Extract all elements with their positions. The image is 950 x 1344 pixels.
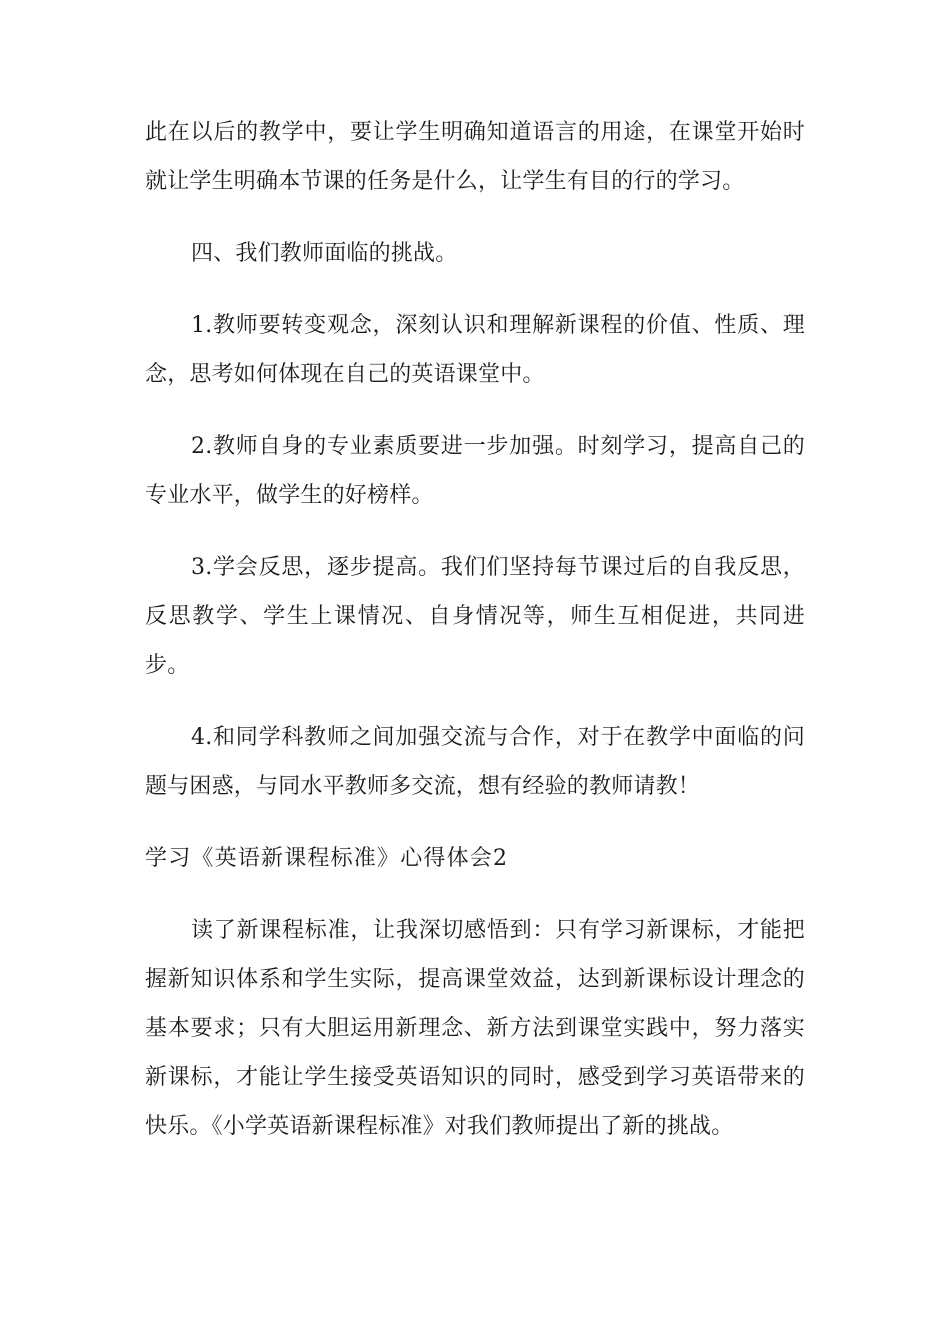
list-item-4: 4.和同学科教师之间加强交流与合作，对于在教学中面临的问题与困惑，与同水平教师多交流，想有经验的教师请教！ — [145, 725, 805, 799]
paragraph-continuation: 此在以后的教学中，要让学生明确知道语言的用途，在课堂开始时就让学生明确本节课的任务是什么，让学生有目的行的学习。 — [145, 120, 805, 194]
list-item-1: 1.教师要转变观念，深刻认识和理解新课程的价值、性质、理念，思考如何体现在自己的英语课堂中。 — [145, 313, 805, 387]
list-item-2: 2.教师自身的专业素质要进一步加强。时刻学习，提高自己的专业水平，做学生的好榜样。 — [145, 434, 805, 508]
section-heading-challenges: 四、我们教师面临的挑战。 — [191, 241, 458, 266]
document-body — [145, 108, 805, 1151]
document-heading: 学习《英语新课程标准》心得体会2 — [145, 846, 509, 871]
list-item-3: 3.学会反思，逐步提高。我们们坚持每节课过后的自我反思，反思教学、学生上课情况、自身情况等，师生互相促进，共同进步。 — [145, 555, 805, 678]
paragraph-body: 读了新课程标准，让我深切感悟到：只有学习新课标，才能把握新知识体系和学生实际，提高课堂效益，达到新课标设计理念的基本要求；只有大胆运用新理念、新方法到课堂实践中，努力落实新课标，才能让学生接受英语知识的同时，感受到学习英语带来的快乐。《小学英语新课程标准》对我们教师提出了新的挑战。 — [145, 918, 805, 1139]
